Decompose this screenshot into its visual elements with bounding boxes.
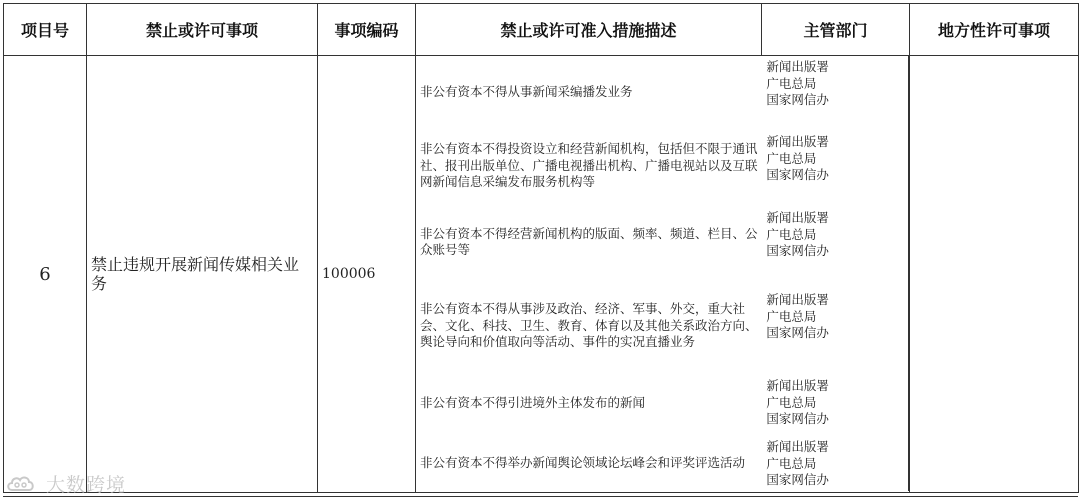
department: 广电总局	[766, 394, 817, 410]
header-row	[4, 4, 1079, 56]
watermark-text: 大数跨境	[46, 474, 127, 496]
measure-row	[416, 372, 909, 435]
department: 新闻出版署	[766, 439, 829, 454]
table-row	[4, 56, 1079, 493]
measure-description: 非公有资本不得从事新闻采编播发业务	[420, 83, 633, 99]
department: 广电总局	[766, 226, 817, 242]
measure-row	[416, 128, 909, 204]
measure-departments	[764, 204, 908, 280]
header-measure: 禁止或许可准入措施描述	[416, 4, 762, 56]
header-number: 项目号	[4, 4, 87, 56]
measure-departments	[764, 280, 908, 372]
department: 国家网信办	[766, 325, 829, 340]
department: 广电总局	[766, 308, 817, 324]
department: 国家网信办	[766, 243, 829, 258]
department: 广电总局	[766, 150, 817, 166]
header-item: 禁止或许可事项	[87, 4, 318, 56]
department: 国家网信办	[766, 472, 829, 487]
department: 新闻出版署	[766, 292, 829, 307]
department: 广电总局	[766, 455, 817, 471]
measure-row	[416, 280, 909, 372]
measures-list	[416, 56, 909, 491]
measure-departments	[764, 435, 908, 491]
measure-departments	[764, 128, 908, 204]
measure-description: 非公有资本不得经营新闻机构的版面、频率、频道、栏目、公众账号等	[420, 225, 758, 257]
measure-description: 非公有资本不得投资设立和经营新闻机构，包括但不限于通讯社、报刊出版单位、广播电视播出机构、广播电视站以及互联网新闻信息采编发布服务机构等	[420, 141, 758, 190]
header-local-permit: 地方性许可事项	[910, 4, 1079, 56]
measure-row	[416, 435, 909, 491]
header-code: 事项编码	[318, 4, 416, 56]
department: 新闻出版署	[766, 134, 829, 149]
row-code: 100006	[318, 56, 416, 493]
measure-description: 非公有资本不得从事涉及政治、经济、军事、外交，重大社会、文化、科技、卫生、教育、体育以及其他关系政治方向、舆论导向和价值取向等活动、事件的实况直播业务	[420, 301, 758, 350]
measure-departments	[764, 372, 908, 435]
row-item: 禁止违规开展新闻传媒相关业务	[87, 56, 318, 493]
department: 新闻出版署	[766, 210, 829, 225]
department: 新闻出版署	[766, 59, 829, 74]
measure-row	[416, 56, 909, 128]
department: 国家网信办	[766, 167, 829, 182]
header-department: 主管部门	[762, 4, 910, 56]
row-number: 6	[4, 56, 87, 493]
measure-row	[416, 204, 909, 280]
department: 国家网信办	[766, 411, 829, 426]
department: 广电总局	[766, 75, 817, 91]
measures-cell	[416, 56, 910, 493]
cloud-logo-icon	[6, 474, 36, 499]
measure-description: 非公有资本不得引进境外主体发布的新闻	[420, 395, 646, 411]
department: 新闻出版署	[766, 378, 829, 393]
measure-departments	[764, 56, 908, 128]
table-bottom-border	[3, 496, 1078, 497]
watermark	[6, 470, 126, 499]
regulation-table	[3, 3, 1079, 493]
row-local-permit	[910, 56, 1079, 493]
measure-description: 非公有资本不得举办新闻舆论领域论坛峰会和评奖评选活动	[420, 454, 746, 470]
department: 国家网信办	[766, 92, 829, 107]
